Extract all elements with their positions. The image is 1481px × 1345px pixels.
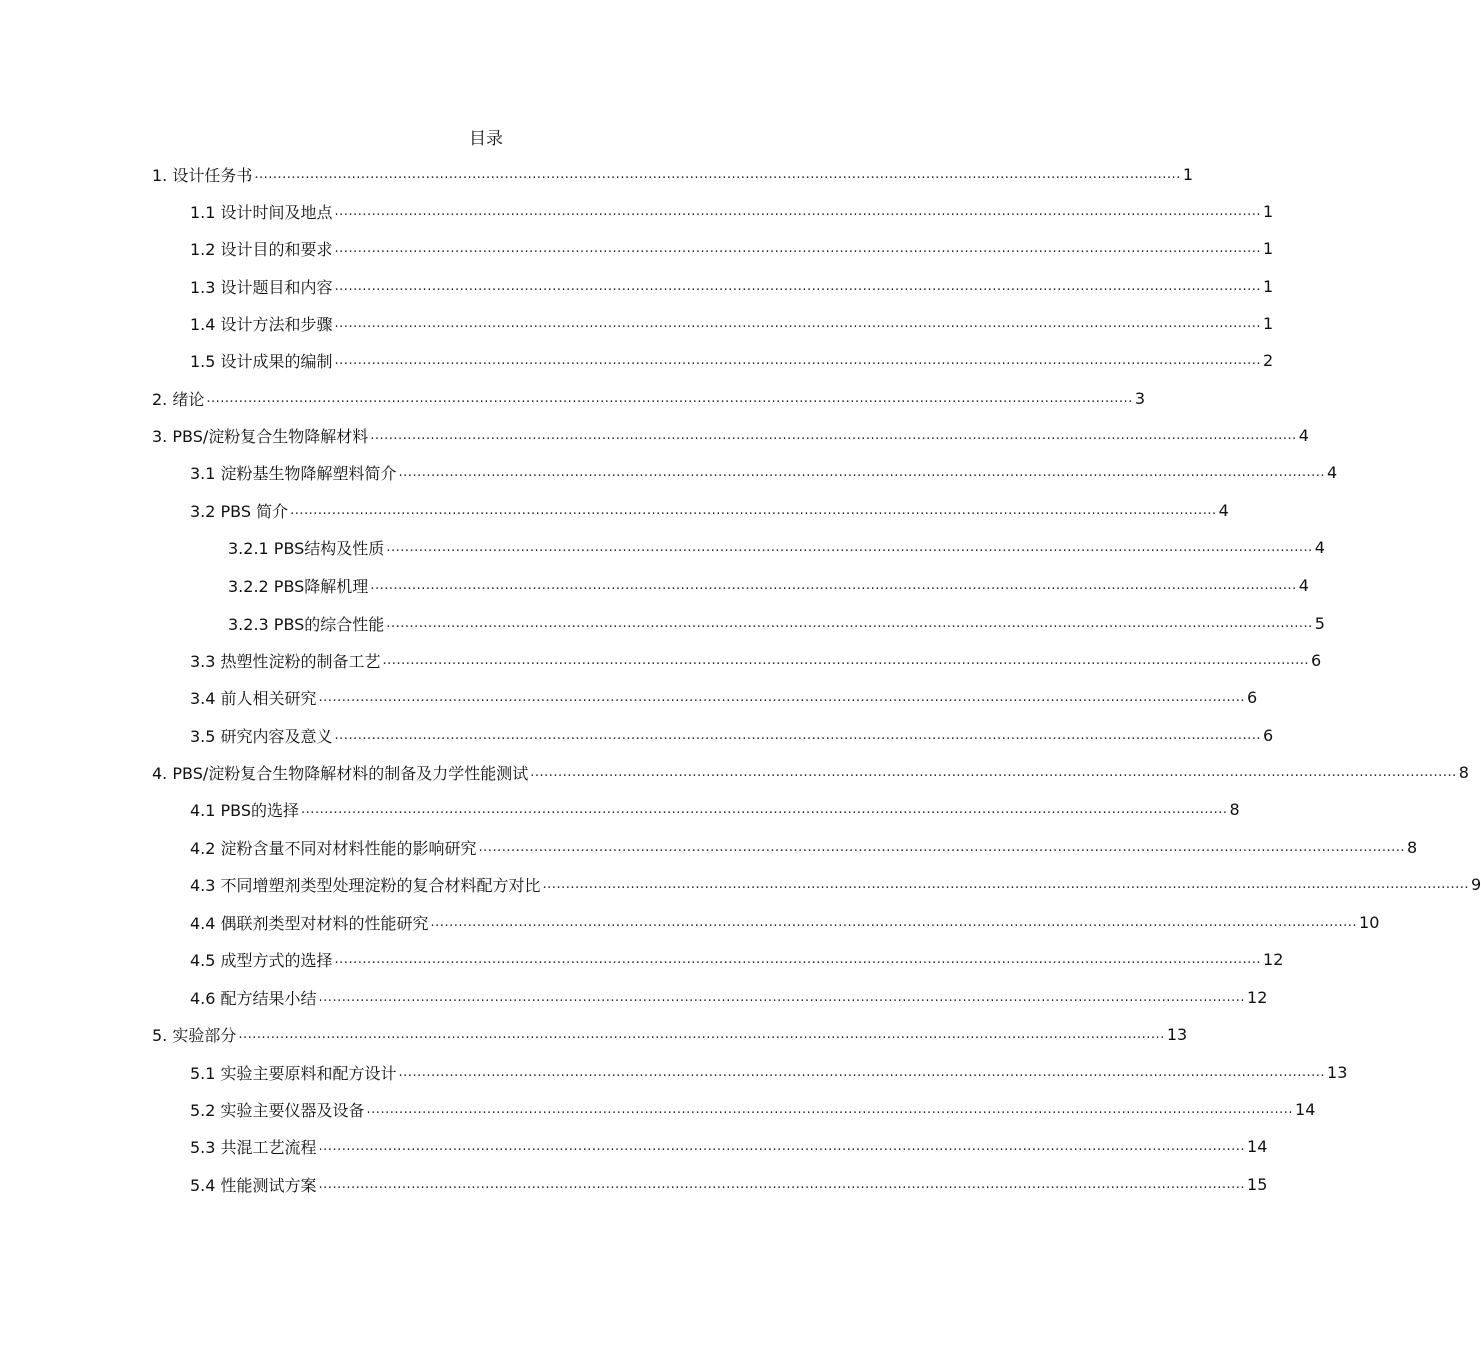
toc-entry-label: 5.1 实验主要原料和配方设计 [190,1063,397,1083]
toc-entry[interactable] [190,1057,1348,1087]
toc-entry-page: 8 [1458,762,1469,782]
toc-entry-page: 12 [1263,949,1284,969]
toc-entry-label: 5.4 性能测试方案 [190,1175,317,1195]
toc-entry-page: 5 [1314,613,1325,633]
toc-entry-label: 1.5 设计成果的编制 [190,351,333,371]
toc-leader-dots: ........................................................................................................................................................................................................ [334,203,1262,219]
toc-entry-label: 3. PBS/淀粉复合生物降解材料 [152,426,369,446]
toc-entry-label: 5.2 实验主要仪器及设备 [190,1100,365,1120]
toc-entry[interactable] [190,345,1274,375]
toc-entry-label: 4.5 成型方式的选择 [190,950,333,970]
toc-entry[interactable] [190,196,1274,226]
toc-leader-dots: ........................................................................................................................................................................................................ [370,577,1297,593]
toc-leader-dots: ........................................................................................................................................................................................................ [386,539,1313,555]
toc-entry-label: 4.1 PBS的选择 [190,800,300,820]
toc-entry-label: 5.3 共混工艺流程 [190,1137,317,1157]
toc-entry-page: 14 [1295,1099,1316,1119]
toc-leader-dots: ........................................................................................................................................................................................................ [318,1138,1246,1154]
toc-entry[interactable] [152,383,1146,413]
toc-entry-label: 2. 绪论 [152,389,205,409]
toc-entry-label: 1.4 设计方法和步骤 [190,314,333,334]
toc-entry[interactable] [228,570,1309,600]
toc-entry[interactable] [190,982,1268,1012]
toc-entry-label: 3.3 热塑性淀粉的制备工艺 [190,651,381,671]
toc-entry[interactable] [152,1019,1188,1049]
toc-entry-label: 4.6 配方结果小结 [190,988,317,1008]
toc-leader-dots: ........................................................................................................................................................................................................ [238,1026,1165,1042]
toc-entry-page: 1 [1182,164,1194,184]
toc-entry-label: 1.2 设计目的和要求 [190,239,333,259]
toc-entry-label: 4. PBS/淀粉复合生物降解材料的制备及力学性能测试 [152,763,529,783]
toc-entry[interactable] [190,1131,1268,1161]
toc-entry[interactable] [190,457,1338,487]
toc-leader-dots: ........................................................................................................................................................................................................ [478,839,1406,855]
toc-entry[interactable] [228,608,1325,638]
toc-entry-label: 1.1 设计时间及地点 [190,202,333,222]
toc-entry[interactable] [190,233,1274,263]
toc-entry-page: 4 [1298,575,1309,595]
toc-entry-page: 4 [1314,537,1325,557]
toc-leader-dots: ........................................................................................................................................................................................................ [334,352,1262,368]
toc-leader-dots: ........................................................................................................................................................................................................ [334,315,1262,331]
toc-entry[interactable] [190,794,1240,824]
toc-leader-dots: ........................................................................................................................................................................................................ [530,764,1457,780]
toc-leader-dots: ........................................................................................................................................................................................................ [370,427,1297,443]
toc-entry-page: 8 [1229,799,1240,819]
toc-entry-label: 3.2 PBS 简介 [190,501,289,521]
toc-leader-dots: ........................................................................................................................................................................................................ [334,727,1262,743]
toc-leader-dots: ........................................................................................................................................................................................................ [290,502,1217,518]
toc-entry-page: 1 [1263,238,1274,258]
toc-leader-dots: ........................................................................................................................................................................................................ [382,652,1310,668]
toc-entry-page: 13 [1166,1024,1188,1044]
toc-leader-dots: ........................................................................................................................................................................................................ [318,689,1246,705]
toc-entry-page: 4 [1218,500,1229,520]
toc-leader-dots: ........................................................................................................................................................................................................ [334,951,1262,967]
toc-leader-dots: ........................................................................................................................................................................................................ [386,615,1313,631]
toc-entry[interactable] [152,420,1309,450]
toc-entry-page: 13 [1327,1062,1348,1082]
toc-leader-dots: ........................................................................................................................................................................................................ [334,278,1262,294]
toc-entry-page: 3 [1134,388,1146,408]
toc-entry[interactable] [190,495,1229,525]
toc-entry-label: 3.4 前人相关研究 [190,688,317,708]
toc-entry-label: 1.3 设计题目和内容 [190,277,333,297]
toc-entry-label: 3.2.2 PBS降解机理 [228,576,369,596]
toc-entry-page: 12 [1247,987,1268,1007]
toc-entry[interactable] [190,944,1284,974]
toc-entry-page: 1 [1263,201,1274,221]
toc-entry[interactable] [152,757,1469,787]
toc-entry[interactable] [228,532,1325,562]
toc-entry-page: 15 [1247,1174,1268,1194]
toc-leader-dots: ........................................................................................................................................................................................................ [542,876,1470,892]
toc-leader-dots: ........................................................................................................................................................................................................ [430,914,1358,930]
toc-entry[interactable] [190,308,1274,338]
toc-entry-page: 14 [1247,1136,1268,1156]
toc-entry-label: 3.2.1 PBS结构及性质 [228,538,385,558]
toc-entry-page: 10 [1359,912,1380,932]
toc-entry[interactable] [190,832,1418,862]
toc-entry-label: 4.2 淀粉含量不同对材料性能的影响研究 [190,838,477,858]
toc-leader-dots: ........................................................................................................................................................................................................ [318,1176,1246,1192]
toc-entry-label: 3.5 研究内容及意义 [190,726,333,746]
toc-entry[interactable] [190,869,1481,899]
toc-entry-label: 3.2.3 PBS的综合性能 [228,614,385,634]
page-title: 目录 [469,129,503,149]
toc-leader-dots: ........................................................................................................................................................................................................ [366,1101,1294,1117]
toc-entry-page: 1 [1263,313,1274,333]
toc-leader-dots: ........................................................................................................................................................................................................ [398,464,1326,480]
toc-entry-label: 4.4 偶联剂类型对材料的性能研究 [190,913,429,933]
toc-entry-page: 4 [1298,425,1309,445]
toc-entry-label: 5. 实验部分 [152,1025,237,1045]
toc-entry-page: 8 [1407,837,1418,857]
toc-entry-label: 4.3 不同增塑剂类型处理淀粉的复合材料配方对比 [190,875,541,895]
toc-entry-page: 9 [1471,874,1481,894]
toc-entry-page: 1 [1263,276,1274,296]
toc-entry[interactable] [190,1169,1268,1199]
toc-leader-dots: ........................................................................................................................................................................................................ [398,1064,1326,1080]
toc-entry-page: 6 [1311,650,1322,670]
toc-entry[interactable] [190,682,1258,712]
toc-entry[interactable] [190,720,1274,750]
toc-entry[interactable] [190,907,1380,937]
toc-entry-page: 6 [1263,725,1274,745]
toc-entry-label: 3.1 淀粉基生物降解塑料简介 [190,463,397,483]
toc-entry-page: 6 [1247,687,1258,707]
toc-leader-dots: ........................................................................................................................................................................................................ [254,166,1181,182]
toc-leader-dots: ........................................................................................................................................................................................................ [334,240,1262,256]
toc-entry[interactable] [152,159,1194,189]
toc-leader-dots: ........................................................................................................................................................................................................ [301,801,1228,817]
toc-entry-label: 1. 设计任务书 [152,165,253,185]
toc-entry-page: 4 [1327,462,1338,482]
toc-leader-dots: ........................................................................................................................................................................................................ [318,989,1246,1005]
toc-leader-dots: ........................................................................................................................................................................................................ [206,390,1133,406]
toc-entry[interactable] [190,271,1274,301]
toc-entry[interactable] [190,645,1322,675]
toc-entry-page: 2 [1263,350,1274,370]
toc-entry[interactable] [190,1094,1316,1124]
